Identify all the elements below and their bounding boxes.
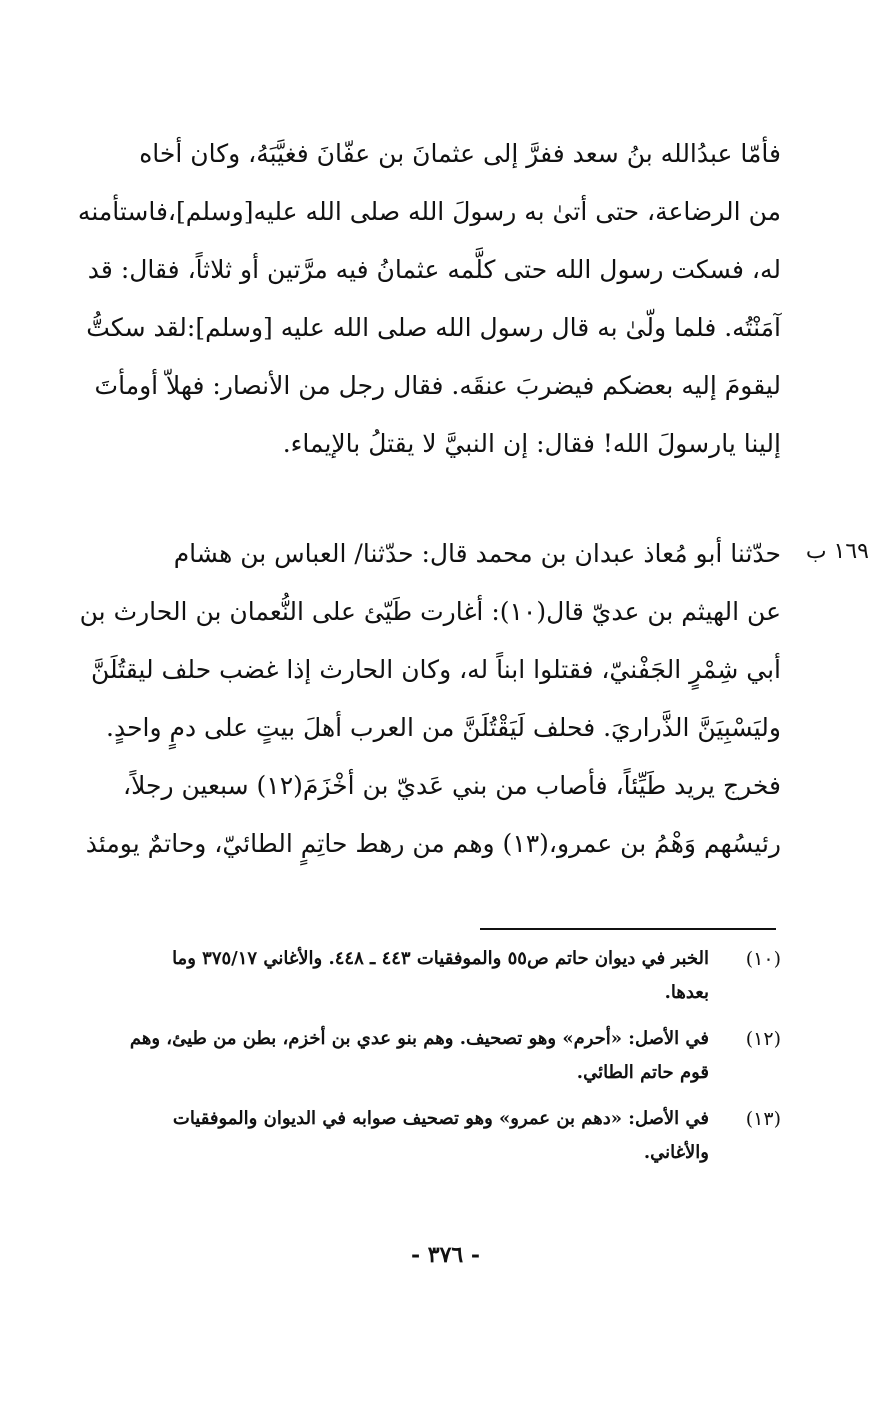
footnote-text — [75, 942, 709, 1010]
footnote-text — [75, 1102, 709, 1170]
text-line: ليقومَ إليه بعضكم فيضربَ عنقَه. فقال رجل من الأنصار: فهلاّ أومأتَ — [94, 371, 781, 400]
footnote-text — [75, 1022, 709, 1090]
footnote-number: (١٢) — [745, 1028, 781, 1050]
footnote-number: (١٠) — [745, 948, 781, 970]
footnote-number: (١٣) — [745, 1108, 781, 1130]
footnote-line: في الأصل: «أحرم» وهو تصحيف. وهم بنو عدي بن أخزم، بطن من طيئ، وهم — [129, 1028, 709, 1049]
footnote — [75, 1102, 781, 1170]
page-number: - ٣٧٦ - — [410, 1242, 481, 1268]
text-line: من الرضاعة، حتى أتىٰ به رسولَ الله صلى الله عليه[وسلم]،فاستأمنه — [77, 197, 781, 226]
text-line: له، فسكت رسول الله حتى كلَّمه عثمانُ فيه مرَّتين أو ثلاثاً، فقال: قد — [87, 255, 781, 284]
text-line: وليَسْبِيَنَّ الذَّراريَ. فحلف لَيَقْتُلَنَّ من العرب أهلَ بيتٍ على دمٍ واحدٍ. — [106, 713, 781, 742]
footnote-divider — [480, 928, 776, 930]
text-line: عن الهيثم بن عديّ قال(١٠): أغارت طَيّئ على النُّعمان بن الحارث بن — [79, 597, 781, 626]
footnote-line: قوم حاتم الطائي. — [576, 1062, 709, 1083]
footnote — [75, 942, 781, 1010]
main-paragraph-1 — [75, 125, 781, 473]
footnotes-section — [75, 942, 781, 1182]
text-line: أبي شِمْرٍ الجَفْنيّ، فقتلوا ابناً له، وكان الحارث إذا غضب حلف ليقتُلَنَّ — [90, 655, 781, 684]
main-paragraph-2 — [75, 525, 781, 873]
footnote — [75, 1022, 781, 1090]
text-line: آمَنْتُه. فلما ولّىٰ به قال رسول الله صلى الله عليه [وسلم]:لقد سكتُّ — [86, 313, 781, 342]
text-line: رئيسُهم وَهْمُ بن عمرو،(١٣) وهم من رهط حاتِمٍ الطائيّ، وحاتمٌ يومئذ — [85, 829, 781, 858]
footnote-line: والأغاني. — [643, 1142, 709, 1163]
footnote-line: الخبر في ديوان حاتم ص٥٥ والموفقيات ٤٤٣ ـ ٤٤٨. والأغاني ٣٧٥/١٧ وما — [172, 948, 709, 969]
footnote-line: بعدها. — [664, 982, 709, 1003]
margin-folio-reference: ١٦٩ ب — [805, 539, 869, 564]
footnote-line: في الأصل: «دهم بن عمرو» وهو تصحيف صوابه في الديوان والموفقيات — [172, 1108, 709, 1129]
text-line: إلينا يارسولَ الله! فقال: إن النبيَّ لا يقتلُ بالإيماء. — [282, 429, 781, 458]
text-line: فخرج يريد طَيِّئاً، فأصاب من بني عَديّ بن أخْزَمَ(١٢) سبعين رجلاً، — [123, 771, 781, 800]
text-line: حدّثنا أبو مُعاذ عبدان بن محمد قال: حدّثنا/ العباس بن هشام — [173, 539, 781, 568]
text-line: فأمّا عبدُالله بنُ سعد ففرَّ إلى عثمانَ بن عفّانَ فغيَّبَهُ، وكان أخاه — [139, 139, 781, 168]
